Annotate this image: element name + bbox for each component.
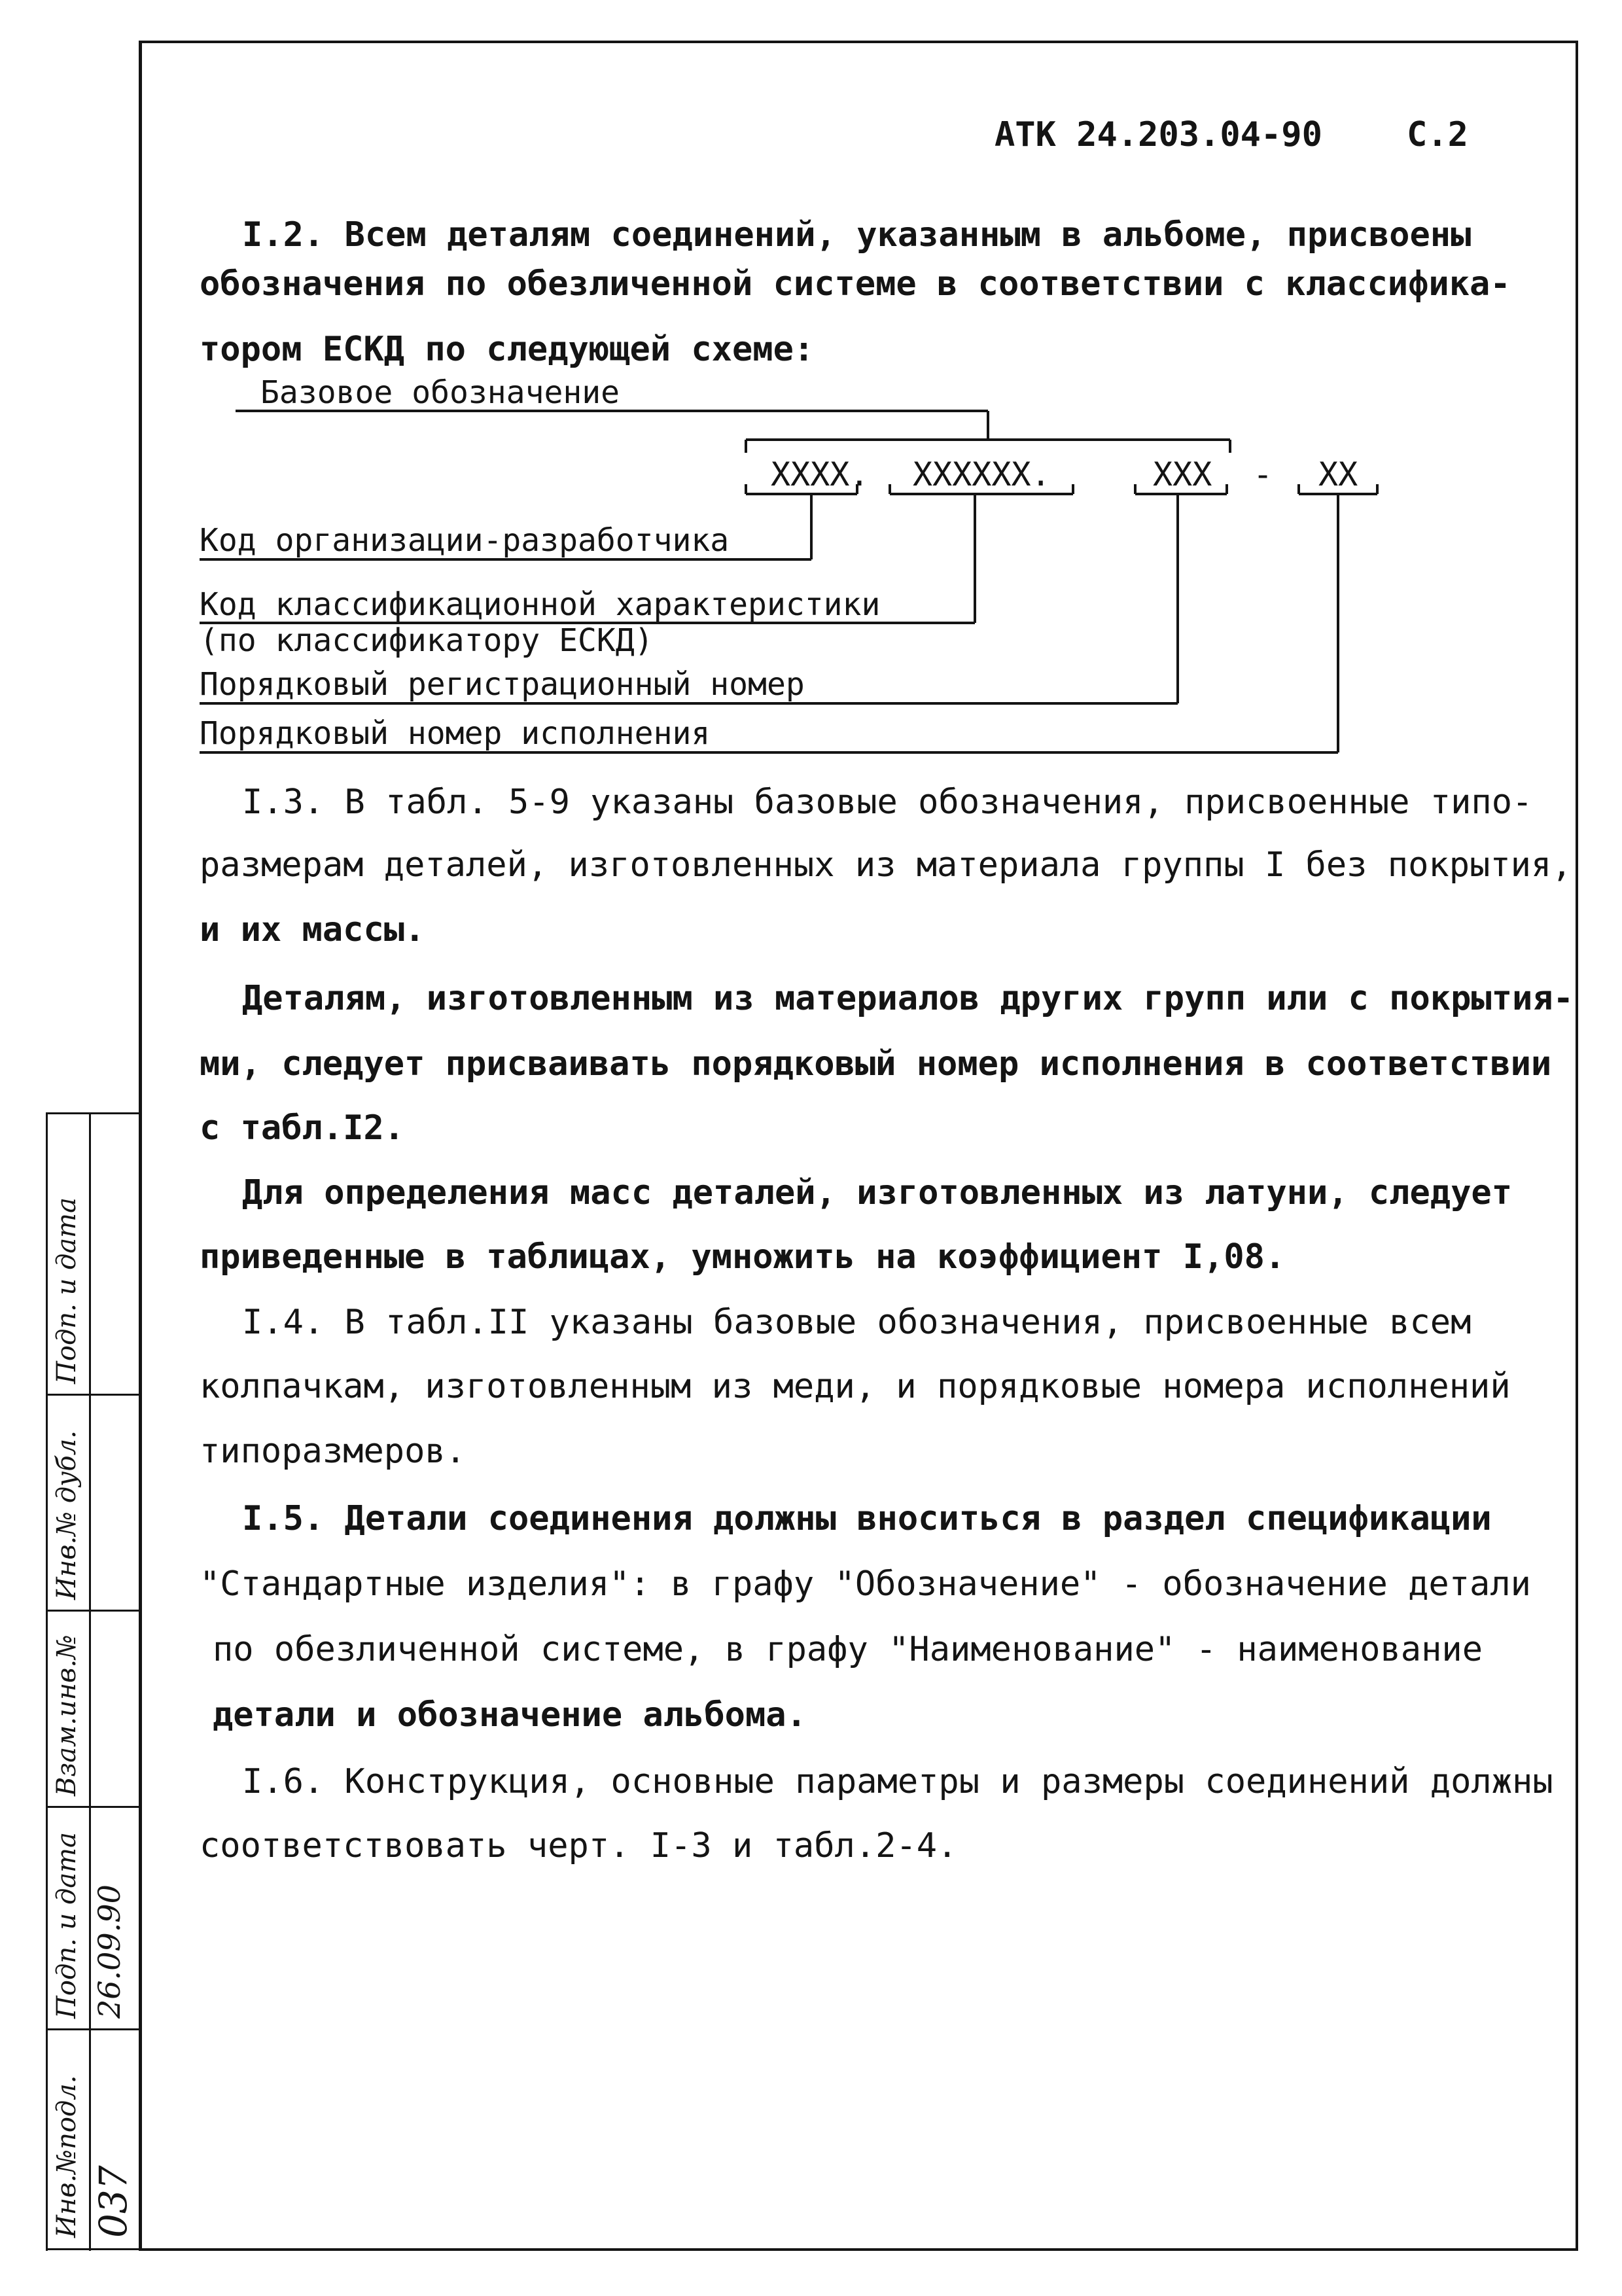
label-registration-number: Порядковый регистрационный номер (200, 666, 805, 703)
base-designation-label: Базовое обозначение (260, 374, 620, 411)
paragraph-1-6-line-2: соответствовать черт. I-3 и табл.2-4. (200, 1826, 958, 1865)
paragraph-1-4-line-3: типоразмеров. (200, 1432, 466, 1471)
stamp-row-divider (46, 2028, 140, 2030)
paragraph-details-line-1: Деталям, изготовленным из материалов других групп или с покрытия- (242, 979, 1574, 1018)
side-stamp (46, 1112, 140, 2251)
stamp-row-divider (46, 1806, 140, 1808)
stamp-label-replace-inv: Взам.инв.№ (52, 1634, 82, 1796)
paragraph-mass-line-1: Для определения масс деталей, изготовленных из латуни, следует (242, 1173, 1513, 1212)
paragraph-1-3-line-2: размерам деталей, изготовленных из материала группы I без покрытия, (200, 845, 1572, 885)
code-classification: XXXXXX. (913, 455, 1051, 493)
paragraph-1-2-line-1: I.2. Всем деталям соединений, указанным в альбоме, присвоены (242, 215, 1472, 255)
stamp-left-border (46, 1112, 48, 2251)
stamp-top-border (46, 1112, 140, 1114)
paragraph-1-3-line-1: I.3. В табл. 5-9 указаны базовые обозначения, присвоенные типо- (242, 783, 1533, 822)
stamp-row-divider (46, 1394, 140, 1396)
paragraph-1-4-line-1: I.4. В табл.II указаны базовые обозначения, присвоенные всем (242, 1303, 1472, 1342)
document-code: АТК 24.203.04-90 (995, 115, 1322, 154)
label-classification-code: Код классификационной характеристики (200, 586, 881, 623)
stamp-label-sign-date: Подп. и дата (52, 1197, 82, 1384)
paragraph-1-2-line-2: обозначения по обезличенной системе в соответствии с классифика- (200, 264, 1511, 304)
paragraph-1-5-line-1: I.5. Детали соединения должны вноситься в раздел спецификации (242, 1499, 1492, 1538)
stamp-label-sign-date-2: Подп. и дата (52, 1832, 82, 2019)
page-number: С.2 (1407, 115, 1468, 154)
paragraph-mass-line-2: приведенные в таблицах, умножить на коэффициент I,08. (200, 1237, 1286, 1277)
stamp-label-dup-inv: Инв.№ дубл. (52, 1430, 82, 1600)
paragraph-details-line-3: с табл.I2. (200, 1108, 405, 1148)
stamp-column-divider (89, 1112, 91, 2251)
label-execution-number: Порядковый номер исполнения (200, 715, 711, 752)
stamp-label-orig-inv: Инв.№подл. (52, 2075, 82, 2238)
code-organization: XXXX. (771, 455, 870, 493)
paragraph-1-3-line-3: и их массы. (200, 910, 425, 949)
stamp-signature-date: 26.09.90 (92, 1884, 127, 2019)
paragraph-1-5-line-4: детали и обозначение альбома. (213, 1695, 807, 1735)
stamp-inventory-number: 037 (91, 2165, 135, 2238)
label-organization-code: Код организации-разработчика (200, 522, 730, 559)
paragraph-details-line-2: ми, следует присваивать порядковый номер исполнения в соответствии (200, 1044, 1552, 1084)
paragraph-1-5-line-2: "Стандартные изделия": в графу "Обозначение" - обозначение детали (200, 1564, 1531, 1604)
stamp-row-divider (46, 1610, 140, 1612)
paragraph-1-4-line-2: колпачкам, изготовленным из меди, и порядковые номера исполнений (200, 1367, 1511, 1406)
label-classification-note: (по классификатору ЕСКД) (200, 622, 654, 659)
stamp-bottom-border (46, 2248, 140, 2250)
paragraph-1-5-line-3: по обезличенной системе, в графу "Наименование" - наименование (213, 1630, 1483, 1669)
code-execution: XX (1318, 455, 1358, 493)
code-registration: XXX (1153, 455, 1212, 493)
paragraph-1-2-line-3: тором ЕСКД по следующей схеме: (200, 330, 815, 369)
code-dash: - (1253, 455, 1273, 493)
paragraph-1-6-line-1: I.6. Конструкция, основные параметры и размеры соединений должны (242, 1762, 1553, 1801)
